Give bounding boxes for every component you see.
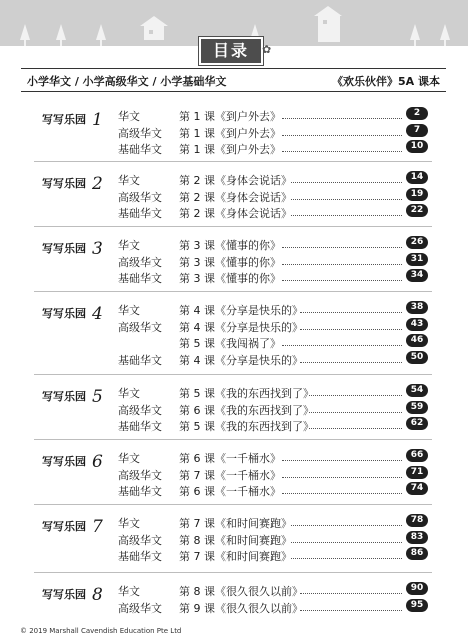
group-number: 2 [92, 174, 103, 194]
level-label: 高级华文 [118, 126, 162, 140]
group-divider [34, 226, 432, 227]
toc-row[interactable] [0, 532, 468, 548]
lesson-title: 第 5 课《我的东西找到了》 [179, 420, 314, 433]
level-label: 基础华文 [118, 485, 162, 498]
toc-row[interactable] [0, 450, 468, 466]
page-number-badge: 78 [406, 514, 428, 527]
toc-row[interactable] [0, 319, 468, 335]
copyright-footer: © 2019 Marshall Cavendish Education Pte Ltd [20, 627, 182, 635]
page-title: 目录 [199, 37, 263, 65]
group-divider [34, 291, 432, 292]
tree-trunk [60, 40, 62, 46]
group-label-text: 写写乐园 [42, 113, 86, 126]
house-icon [144, 26, 164, 40]
lesson-title: 第 3 课《懂事的你》 [179, 255, 281, 269]
level-label: 高级华文 [118, 533, 162, 547]
lesson-title: 第 7 课《和时间赛跑》 [179, 550, 292, 563]
page-number-badge: 46 [406, 334, 428, 347]
level-label: 基础华文 [118, 550, 162, 563]
lesson-title: 第 5 课《我的东西找到了》 [179, 387, 314, 400]
lesson-title: 第 9 课《很久很久以前》 [179, 601, 303, 615]
page-number-badge: 38 [406, 301, 428, 314]
level-label: 华文 [118, 239, 140, 252]
level-label: 高级华文 [118, 403, 162, 417]
dot-leader [282, 477, 402, 478]
level-label: 高级华文 [118, 190, 162, 204]
page-number-badge: 74 [406, 482, 428, 495]
house-roof [140, 16, 168, 26]
lesson-title: 第 7 课《和时间赛跑》 [179, 517, 292, 530]
page-number-badge: 34 [406, 269, 428, 282]
toc-row[interactable] [0, 418, 468, 434]
toc-row[interactable] [0, 483, 468, 499]
tree-icon [20, 24, 30, 40]
page-number-badge: 26 [406, 236, 428, 249]
group-label-text: 写写乐园 [42, 520, 86, 533]
lesson-title: 第 7 课《一千桶水》 [179, 468, 281, 482]
dot-leader [291, 199, 402, 200]
dot-leader [282, 151, 402, 152]
group-number: 3 [92, 239, 103, 259]
group-divider [34, 504, 432, 505]
dot-leader [300, 329, 402, 330]
level-label: 基础华文 [118, 143, 162, 156]
page-number-badge: 19 [406, 188, 428, 201]
toc-row[interactable] [0, 141, 468, 157]
group-label-text: 写写乐园 [42, 588, 86, 601]
house-roof [314, 6, 342, 16]
page-number-badge: 7 [406, 124, 428, 137]
page-number-badge: 71 [406, 466, 428, 479]
tree-trunk [414, 40, 416, 46]
level-label: 华文 [118, 110, 140, 123]
page-number-badge: 2 [406, 107, 428, 120]
level-label: 高级华文 [118, 468, 162, 482]
dot-leader [291, 542, 402, 543]
lesson-title: 第 8 课《和时间赛跑》 [179, 533, 292, 547]
page-number-badge: 86 [406, 547, 428, 560]
group-divider [34, 161, 432, 162]
lesson-title: 第 4 课《分享是快乐的》 [179, 304, 303, 317]
page-number-badge: 43 [406, 318, 428, 331]
group-label-text: 写写乐园 [42, 307, 86, 320]
level-label: 高级华文 [118, 320, 162, 334]
group-label-text: 写写乐园 [42, 242, 86, 255]
sprout-icon: ✿ [262, 43, 272, 56]
dot-leader [291, 525, 402, 526]
tree-trunk [24, 40, 26, 46]
level-label: 华文 [118, 304, 140, 317]
page-number-badge: 90 [406, 582, 428, 595]
dot-leader [282, 345, 402, 346]
level-label: 基础华文 [118, 272, 162, 285]
lesson-title: 第 5 课《我闯祸了》 [179, 337, 281, 350]
page-number-badge: 10 [406, 140, 428, 153]
dot-leader [309, 428, 402, 429]
book-title: 《欢乐伙伴》5A 课本 [332, 75, 440, 88]
dot-leader [282, 264, 402, 265]
toc-row[interactable] [0, 583, 468, 599]
group-number: 1 [92, 110, 103, 130]
page-number-badge: 14 [406, 171, 428, 184]
toc-row[interactable] [0, 402, 468, 418]
group-number: 8 [92, 585, 103, 605]
dot-leader [282, 280, 402, 281]
page-number-badge: 59 [406, 401, 428, 414]
dot-leader [300, 362, 402, 363]
lesson-title: 第 4 课《分享是快乐的》 [179, 353, 303, 367]
dot-leader [300, 312, 402, 313]
toc-row[interactable] [0, 172, 468, 188]
toc-row[interactable] [0, 335, 468, 351]
dot-leader [291, 182, 402, 183]
page-number-badge: 83 [406, 531, 428, 544]
lesson-title: 第 2 课《身体会说话》 [179, 190, 292, 204]
page-number-badge: 31 [406, 253, 428, 266]
dot-leader [300, 610, 402, 611]
page-number-badge: 22 [406, 204, 428, 217]
dot-leader [300, 593, 402, 594]
lesson-title: 第 3 课《懂事的你》 [179, 239, 281, 252]
group-number: 7 [92, 517, 103, 537]
dot-leader [291, 215, 402, 216]
toc-row[interactable] [0, 270, 468, 286]
tree-trunk [100, 40, 102, 46]
lesson-title: 第 8 课《很久很久以前》 [179, 585, 303, 598]
group-label-text: 写写乐园 [42, 390, 86, 403]
page-number-badge: 54 [406, 384, 428, 397]
toc-row[interactable] [0, 352, 468, 368]
level-label: 高级华文 [118, 601, 162, 615]
level-label: 华文 [118, 517, 140, 530]
toc-row[interactable] [0, 237, 468, 253]
group-number: 6 [92, 452, 103, 472]
group-label-text: 写写乐园 [42, 177, 86, 190]
group-divider [34, 572, 432, 573]
lesson-title: 第 1 课《到户外去》 [179, 143, 281, 156]
toc-row[interactable] [0, 125, 468, 141]
lesson-title: 第 1 课《到户外去》 [179, 126, 281, 140]
tree-icon [440, 24, 450, 40]
group-number: 5 [92, 387, 103, 407]
toc-row[interactable] [0, 467, 468, 483]
lesson-title: 第 3 课《懂事的你》 [179, 272, 281, 285]
lesson-title: 第 6 课《一千桶水》 [179, 452, 281, 465]
page-number-badge: 95 [406, 599, 428, 612]
tree-icon [56, 24, 66, 40]
lesson-title: 第 4 课《分享是快乐的》 [179, 320, 303, 334]
toc-row[interactable] [0, 302, 468, 318]
group-divider [34, 439, 432, 440]
level-label: 基础华文 [118, 420, 162, 433]
toc-row[interactable] [0, 385, 468, 401]
toc-row[interactable] [0, 600, 468, 616]
dot-leader [282, 118, 402, 119]
dot-leader [282, 460, 402, 461]
group-number: 4 [92, 304, 103, 324]
page-number-badge: 50 [406, 351, 428, 364]
toc-row[interactable] [0, 189, 468, 205]
toc-row[interactable] [0, 108, 468, 124]
lesson-title: 第 2 课《身体会说话》 [179, 207, 292, 220]
page-number-badge: 62 [406, 417, 428, 430]
level-label: 基础华文 [118, 207, 162, 220]
level-label: 华文 [118, 387, 140, 400]
level-label: 高级华文 [118, 255, 162, 269]
tree-icon [410, 24, 420, 40]
toc-row[interactable] [0, 254, 468, 270]
book-bar [21, 68, 446, 92]
tree-trunk [444, 40, 446, 46]
group-label-text: 写写乐园 [42, 455, 86, 468]
dot-leader [309, 395, 402, 396]
house-window [149, 30, 153, 34]
level-label: 华文 [118, 174, 140, 187]
level-label: 基础华文 [118, 353, 162, 367]
page-number-badge: 66 [406, 449, 428, 462]
level-label: 华文 [118, 452, 140, 465]
dot-leader [282, 247, 402, 248]
group-divider [34, 374, 432, 375]
toc-row[interactable] [0, 205, 468, 221]
lesson-title: 第 6 课《我的东西找到了》 [179, 403, 314, 417]
level-label: 华文 [118, 585, 140, 598]
lesson-title: 第 6 课《一千桶水》 [179, 485, 281, 498]
toc-row[interactable] [0, 515, 468, 531]
series-text: 小学华文 / 小学高级华文 / 小学基础华文 [27, 75, 227, 88]
dot-leader [309, 412, 402, 413]
lesson-title: 第 2 课《身体会说话》 [179, 174, 292, 187]
dot-leader [282, 135, 402, 136]
lesson-title: 第 1 课《到户外去》 [179, 110, 281, 123]
house-icon [318, 16, 340, 42]
house-window [323, 20, 327, 24]
toc-row[interactable] [0, 548, 468, 564]
dot-leader [291, 558, 402, 559]
dot-leader [282, 493, 402, 494]
tree-icon [96, 24, 106, 40]
